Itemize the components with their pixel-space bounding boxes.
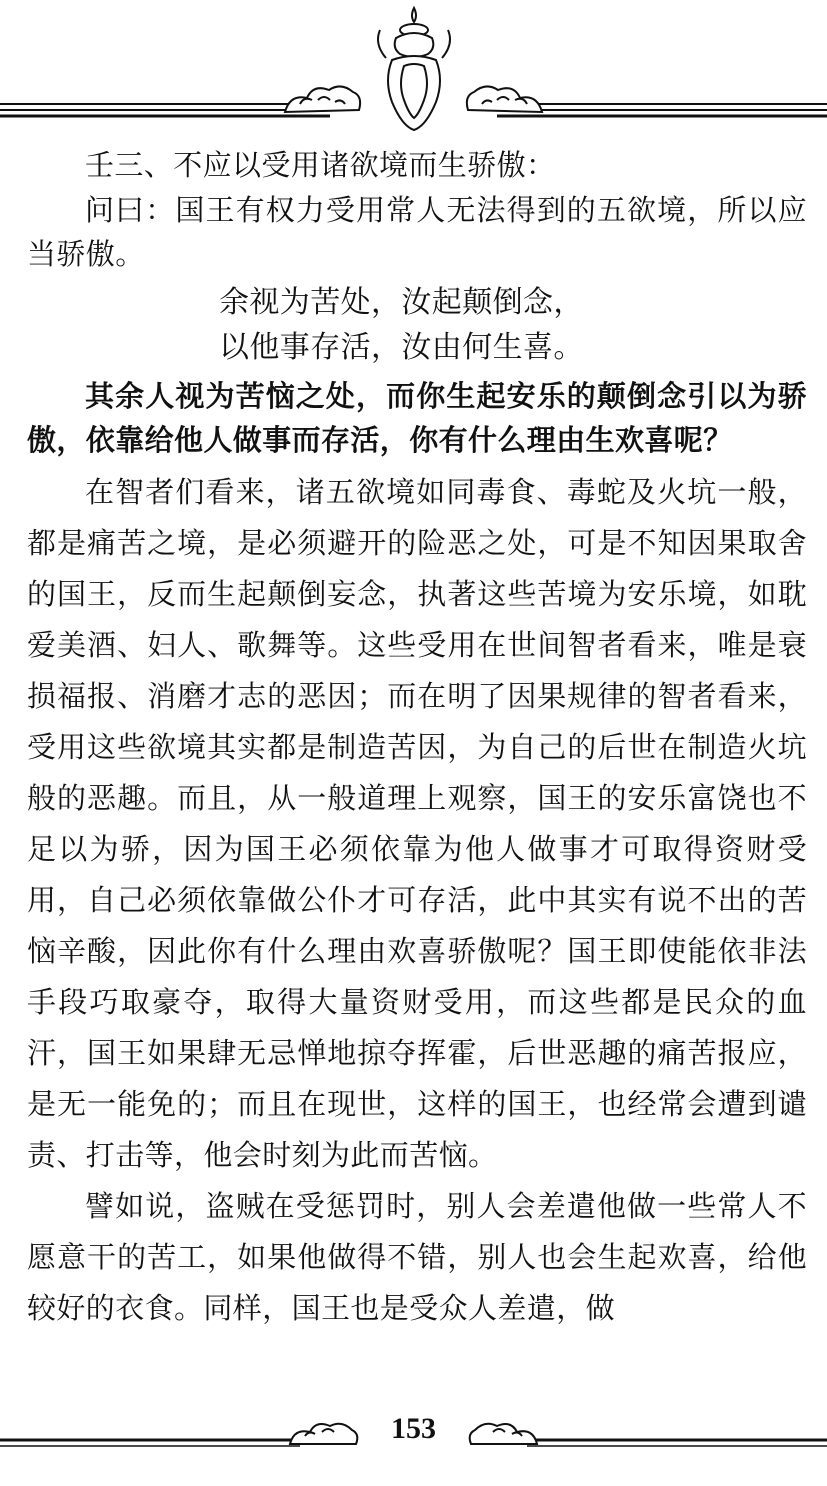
verse-line-2: 以他事存活，汝由何生喜。 (219, 329, 584, 365)
section-heading: 壬三、不应以受用诸欲境而生骄傲： (85, 148, 556, 182)
page-number: 153 (391, 1412, 436, 1445)
header-rule-right (497, 104, 827, 116)
header-rule-left (0, 104, 330, 116)
header-ornament (0, 0, 827, 140)
question-paragraph: 问曰：国王有权力受用常人无法得到的五欲境，所以应当骄傲。 (27, 192, 807, 271)
body-paragraph-1: 在智者们看来，诸五欲境如同毒食、毒蛇及火坑一般，都是痛苦之境，是必须避开的险恶之处，可是不知因果取舍的国王，反而生起颠倒妄念，执著这些苦境为安乐境，如耽爱美酒、妇人、歌舞等。这些受用在世间智者看来，唯是衰损福报、消磨才志的恶因；而在明了因果规律的智者看来，受用这些欲境其实都是制造苦因，为自己的后世在制造火坑般的恶趣。而且，从一般道理上观察，国王的安乐富饶也不足以为骄，因为国王必须依靠为他人做事才可取得资财受用，自己必须依靠做公仆才可存活，此中其实有说不出的苦恼辛酸，因此你有什么理由欢喜骄傲呢？国王即使能依非法手段巧取豪夺，取得大量资财受用，而这些都是民众的血汗，国王如果肆无忌惮地掠夺挥霍，后世恶趣的痛苦报应，是无一能免的；而且在现世，这样的国王，也经常会遭到谴责、打击等，他会时刻为此而苦恼。 (27, 474, 807, 1172)
page-content (27, 143, 807, 1334)
verse-block (27, 280, 807, 370)
body-paragraph-2: 譬如说，盗贼在受惩罚时，别人会差遣他做一些常人不愿意干的苦工，如果他做得不错，别人也会生起欢喜，给他较好的衣食。同样，国王也是受众人差遣，做 (27, 1188, 807, 1325)
conch-emblem-icon (378, 8, 450, 130)
verse-line-1: 余视为苦处，汝起颠倒念， (219, 284, 584, 320)
commentary-bold: 其余人视为苦恼之处，而你生起安乐的颠倒念引以为骄傲，依靠给他人做事而存活，你有什么理由生欢喜呢？ (27, 378, 807, 457)
